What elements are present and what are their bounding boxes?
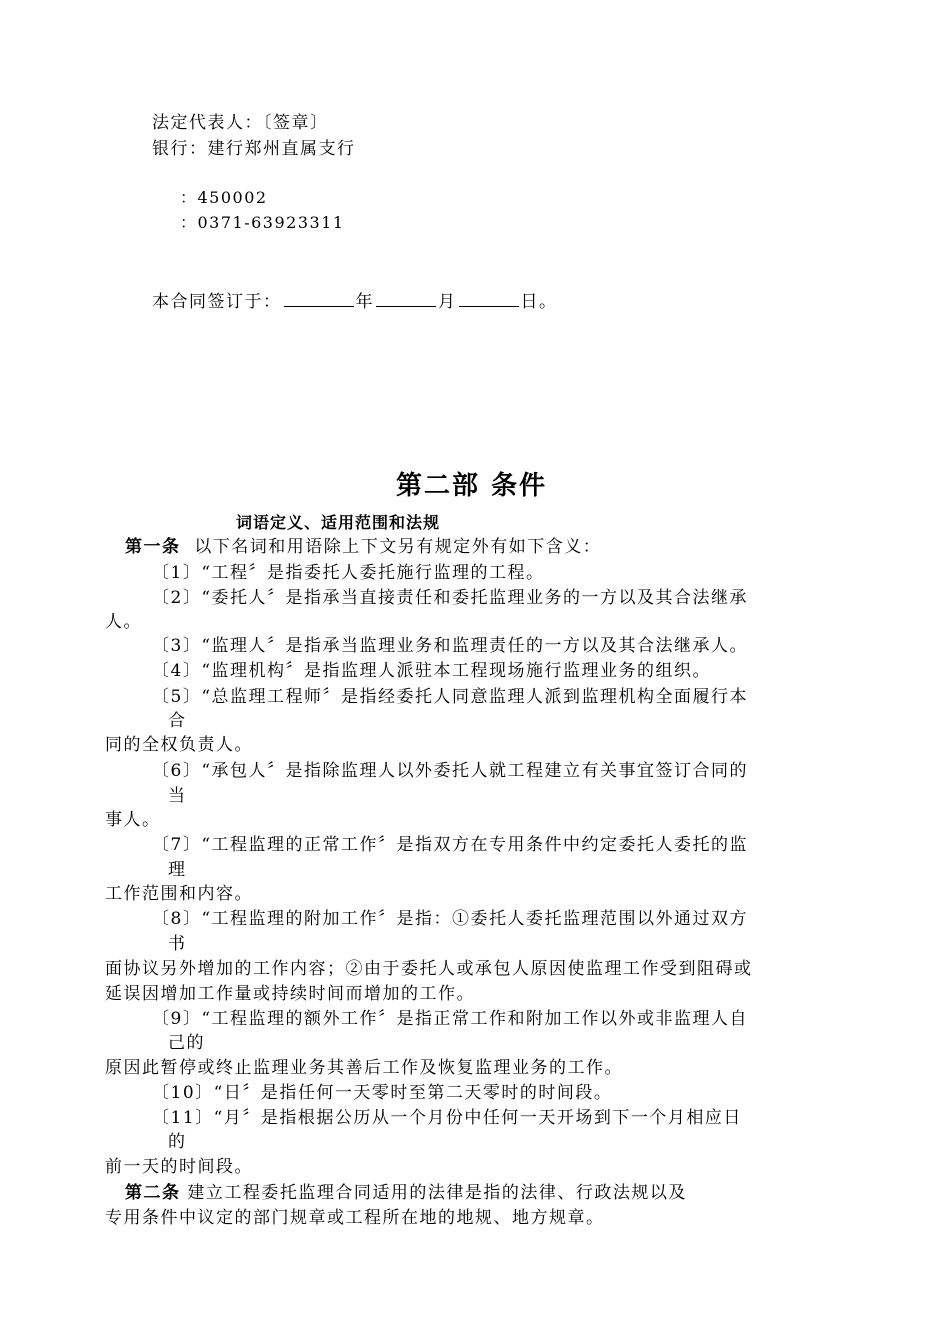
signing-date-prefix: 本合同签订于： xyxy=(152,292,282,312)
definition-4: 〔4〕“监理机构〞是指监理人派驻本工程现场施行监理业务的组织。 xyxy=(152,661,712,681)
definition-11-line-1: 〔11〕“月〞是指根据公历从一个月份中任何一天开场到下一个月相应日 xyxy=(152,1108,742,1128)
legal-representative-line: 法定代表人：〔签章〕 xyxy=(152,113,329,133)
part-title: 第二部 条件 xyxy=(396,471,548,501)
article-2-line-1 xyxy=(125,1185,687,1202)
definition-6-line-3: 事人。 xyxy=(105,810,161,830)
definition-3: 〔3〕“监理人〞是指承当监理业务和监理责任的一方以及其合法继承人。 xyxy=(152,636,749,656)
definition-6-line-1: 〔6〕“承包人〞是指除监理人以外委托人就工程建立有关事宜签订合同的 xyxy=(152,761,749,781)
definition-2-line-2: 人。 xyxy=(105,612,142,632)
definition-9-line-2: 己的 xyxy=(168,1033,205,1053)
definition-9-line-3: 原因此暂停或终止监理业务其善后工作及恢复监理业务的工作。 xyxy=(105,1058,623,1078)
day-blank[interactable] xyxy=(459,290,519,307)
phone-line: ：0371-63923311 xyxy=(180,213,345,232)
definition-11-line-2: 的 xyxy=(168,1132,187,1152)
definition-7-line-2: 理 xyxy=(168,860,187,880)
year-label: 年 xyxy=(355,292,374,312)
day-label: 日。 xyxy=(520,292,558,312)
definition-8-line-2: 书 xyxy=(168,934,187,954)
definition-1: 〔1〕“工程〞是指委托人委托施行监理的工程。 xyxy=(152,563,545,583)
signing-date-line xyxy=(152,290,558,311)
definition-10: 〔10〕“日〞是指任何一天零时至第二天零时的时间段。 xyxy=(152,1083,613,1103)
definition-7-line-1: 〔7〕“工程监理的正常工作〞是指双方在专用条件中约定委托人委托的监 xyxy=(152,835,749,855)
postcode-line: ：450002 xyxy=(180,188,268,207)
definition-8-line-4: 延误因增加工作量或持续时间而增加的工作。 xyxy=(105,984,475,1004)
definition-11-line-3: 前一天的时间段。 xyxy=(105,1157,253,1177)
definition-8-line-1: 〔8〕“工程监理的附加工作〞是指：①委托人委托监理范围以外通过双方 xyxy=(152,909,749,929)
article-2-label: 第二条 xyxy=(125,1183,181,1203)
definition-8-line-3: 面协议另外增加的工作内容；②由于委托人或承包人原因使监理工作受到阻碍或 xyxy=(105,959,753,979)
definition-7-line-3: 工作范围和内容。 xyxy=(105,884,253,904)
month-label: 月 xyxy=(438,292,457,312)
year-blank[interactable] xyxy=(284,290,354,307)
bank-line: 银行：建行郑州直属支行 xyxy=(152,139,356,159)
definition-5-line-2: 合 xyxy=(168,711,187,731)
article-1-label: 第一条 xyxy=(125,537,181,557)
article-2-text-1: 建立工程委托监理合同适用的法律是指的法律、行政法规以及 xyxy=(187,1183,687,1203)
article-1-intro-line xyxy=(125,539,601,556)
definition-5-line-1: 〔5〕“总监理工程师〞是指经委托人同意监理人派到监理机构全面履行本 xyxy=(152,687,749,707)
definition-9-line-1: 〔9〕“工程监理的额外工作〞是指正常工作和附加工作以外或非监理人自 xyxy=(152,1009,749,1029)
definition-6-line-2: 当 xyxy=(168,786,187,806)
definition-5-line-3: 同的全权负责人。 xyxy=(105,735,253,755)
section-subtitle: 词语定义、适用范围和法规 xyxy=(236,513,441,532)
article-2-line-2: 专用条件中议定的部门规章或工程所在地的地规、地方规章。 xyxy=(105,1208,605,1228)
definition-2-line-1: 〔2〕“委托人〞是指承当直接责任和委托监理业务的一方以及其合法继承 xyxy=(152,588,749,608)
month-blank[interactable] xyxy=(376,290,436,307)
article-1-intro: 以下名词和用语除上下文另有规定外有如下含义： xyxy=(194,537,602,557)
